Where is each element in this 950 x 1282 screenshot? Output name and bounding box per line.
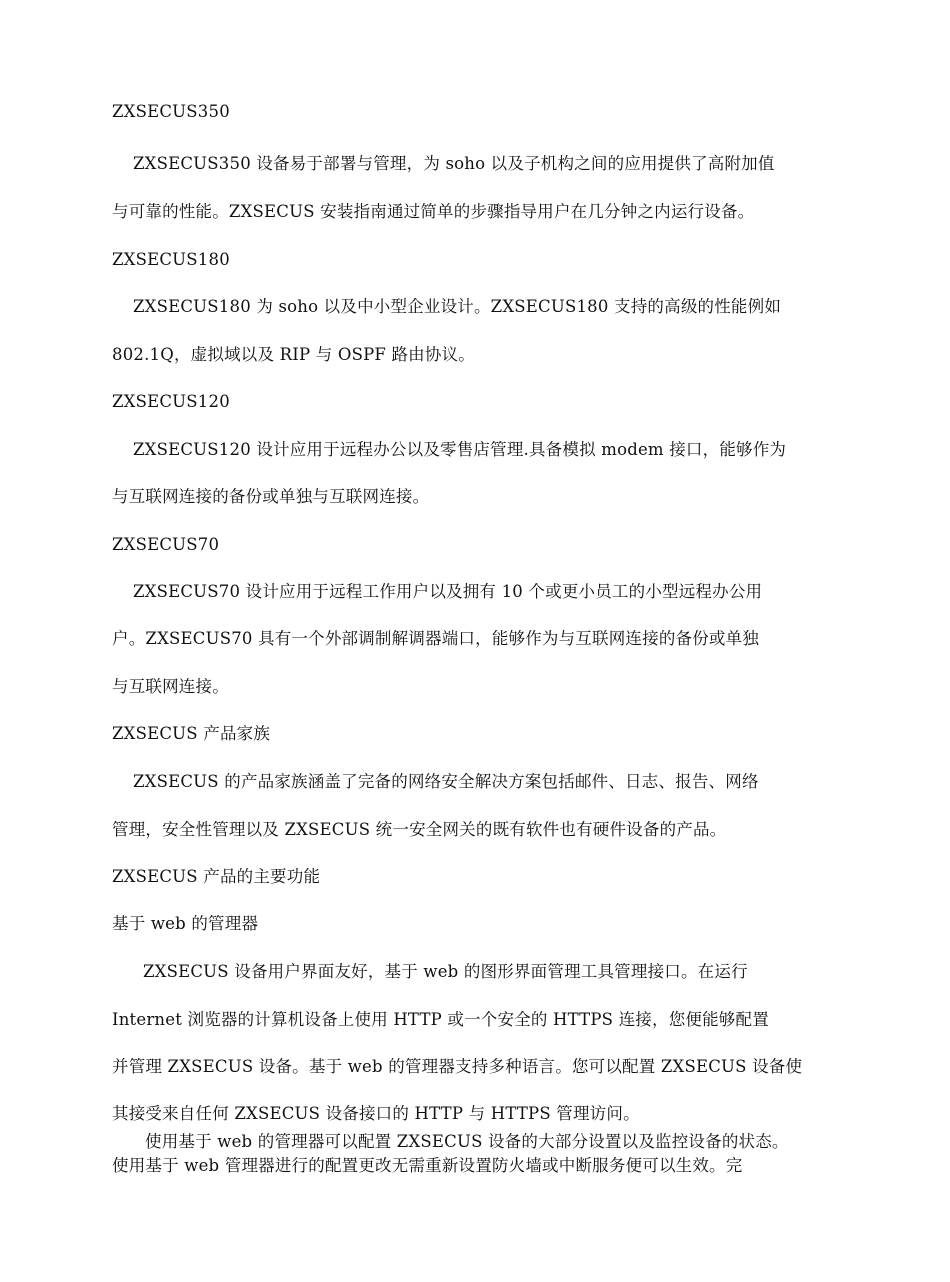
paragraph-line: ZXSECUS70 设计应用于远程工作用户以及拥有 10 个或更小员工的小型远程办公用: [133, 582, 763, 601]
paragraph-line: ZXSECUS 的产品家族涵盖了完备的网络安全解决方案包括邮件、日志、报告、网络: [133, 772, 759, 791]
paragraph-line: ZXSECUS 设备用户界面友好，基于 web 的图形界面管理工具管理接口。在运行: [143, 962, 748, 981]
paragraph-line: 与可靠的性能。ZXSECUS 安装指南通过简单的步骤指导用户在几分钟之内运行设备。: [112, 202, 755, 221]
paragraph-line: 与互联网连接。: [112, 677, 229, 696]
heading-zxsecus120: ZXSECUS120: [112, 392, 230, 411]
paragraph-line: 与互联网连接的备份或单独与互联网连接。: [112, 487, 430, 506]
paragraph-line: 其接受来自任何 ZXSECUS 设备接口的 HTTP 与 HTTPS 管理访问。: [112, 1104, 640, 1123]
paragraph-line: ZXSECUS180 为 soho 以及中小型企业设计。ZXSECUS180 支持的高级的性能例如: [133, 297, 782, 316]
heading-main-functions: ZXSECUS 产品的主要功能: [112, 867, 321, 886]
paragraph-line: 户。ZXSECUS70 具有一个外部调制解调器端口，能够作为与互联网连接的备份或单独: [112, 629, 760, 648]
heading-product-family: ZXSECUS 产品家族: [112, 724, 271, 743]
heading-web-manager: 基于 web 的管理器: [112, 914, 259, 933]
paragraph-line: Internet 浏览器的计算机设备上使用 HTTP 或一个安全的 HTTPS 连接，您便能够配置: [112, 1010, 769, 1029]
heading-zxsecus70: ZXSECUS70: [112, 535, 220, 554]
heading-zxsecus350: ZXSECUS350: [112, 102, 230, 121]
paragraph-line: 管理，安全性管理以及 ZXSECUS 统一安全网关的既有软件也有硬件设备的产品。: [112, 820, 727, 839]
paragraph-line: 使用基于 web 的管理器可以配置 ZXSECUS 设备的大部分设置以及监控设备的状态。: [145, 1132, 789, 1151]
paragraph-line: ZXSECUS350 设备易于部署与管理，为 soho 以及子机构之间的应用提供了高附加值: [133, 154, 775, 173]
paragraph-line: 802.1Q，虚拟域以及 RIP 与 OSPF 路由协议。: [112, 345, 475, 364]
paragraph-line: ZXSECUS120 设计应用于远程办公以及零售店管理.具备模拟 modem 接口，能够作为: [133, 440, 787, 459]
paragraph-line: 使用基于 web 管理器进行的配置更改无需重新设置防火墙或中断服务便可以生效。完: [112, 1156, 743, 1175]
heading-zxsecus180: ZXSECUS180: [112, 250, 230, 269]
paragraph-line: 并管理 ZXSECUS 设备。基于 web 的管理器支持多种语言。您可以配置 ZXSECUS 设备使: [112, 1057, 803, 1076]
